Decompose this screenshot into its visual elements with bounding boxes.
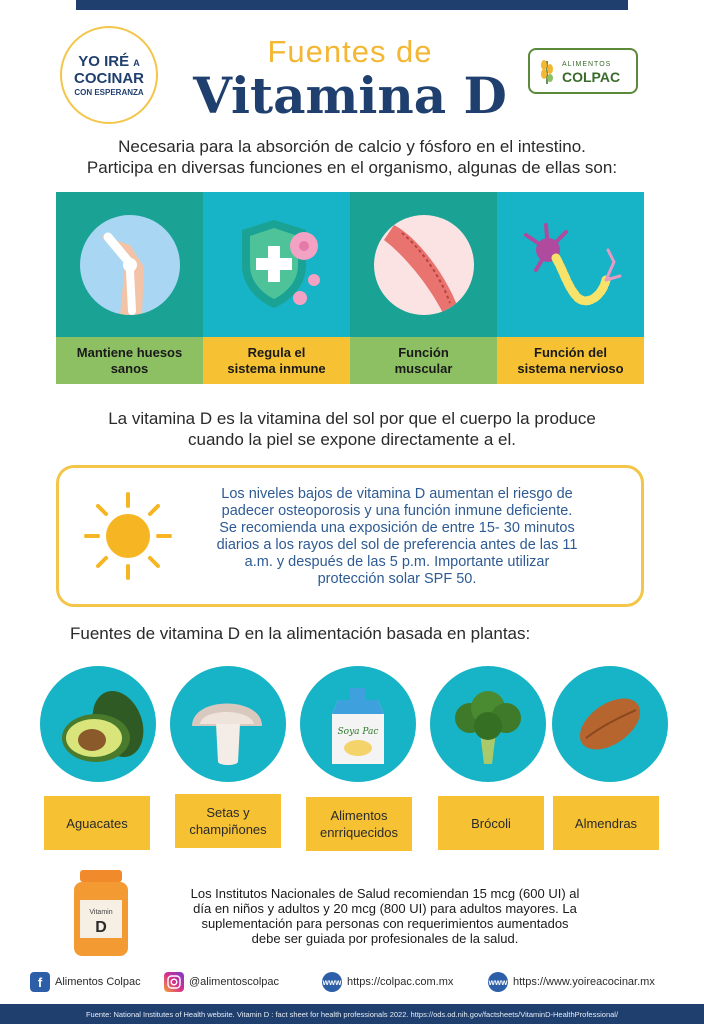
food-label-text: champiñones xyxy=(189,822,267,837)
logo-text-1: YO IRÉ xyxy=(78,52,130,70)
info-line: protección solar SPF 50. xyxy=(317,571,477,587)
nih-recommendation-text xyxy=(140,886,630,946)
food-label-mushroom xyxy=(175,794,281,848)
almond-icon xyxy=(552,666,668,782)
wheat-icon xyxy=(538,57,556,85)
function-label: Función del xyxy=(534,344,607,360)
function-card-immune xyxy=(203,192,350,384)
top-bar xyxy=(76,0,628,10)
yoire-web-link[interactable] xyxy=(488,970,655,994)
function-label: Regula el xyxy=(247,344,306,360)
fortified-milk-icon xyxy=(300,666,416,782)
colpac-web-text: https://colpac.com.mx xyxy=(347,976,454,988)
yoire-web-text: https://www.yoireacocinar.mx xyxy=(513,976,655,988)
info-box-text xyxy=(172,486,622,588)
mushroom-icon xyxy=(170,666,286,782)
info-line: a.m. y después de las 5 p.m. Importante utilizar xyxy=(244,554,550,570)
bottle-label-2: D xyxy=(95,919,107,936)
function-card-bones xyxy=(56,192,203,384)
vitamin-d-bottle-icon xyxy=(72,870,130,956)
function-label: muscular xyxy=(394,360,453,376)
food-label-text: Aguacates xyxy=(66,815,128,831)
facebook-text: Alimentos Colpac xyxy=(55,976,141,988)
food-label-text: Alimentos xyxy=(330,808,388,823)
nih-line: suplementación para personas con requerimientos aumentados xyxy=(201,916,569,931)
function-card-muscle xyxy=(350,192,497,384)
intro-line-1: Necesaria para la absorción de calcio y fósforo en el intestino. xyxy=(118,137,586,156)
functions-grid xyxy=(56,192,644,384)
logo-text-1b: A xyxy=(133,57,140,68)
food-label-text: enrriquecidos xyxy=(319,825,399,840)
logo-big-text: COLPAC xyxy=(562,69,621,85)
sun-icon xyxy=(82,490,174,582)
info-line: Se recomienda una exposición de entre 15- 30 minutos xyxy=(219,520,575,536)
title-line-1: Fuentes de xyxy=(267,34,433,69)
avocado-icon xyxy=(40,666,156,782)
food-label-broccoli xyxy=(438,796,544,850)
function-label: sistema nervioso xyxy=(517,360,624,376)
function-label: Función xyxy=(398,344,449,360)
neuron-icon xyxy=(516,210,626,320)
sun-paragraph-line: La vitamina D es la vitamina del sol por que el cuerpo la produce xyxy=(108,409,596,428)
food-label-fortified xyxy=(306,797,412,851)
title-line-2: Vitamina D xyxy=(193,66,507,125)
knee-bone-icon xyxy=(80,215,180,315)
broccoli-icon xyxy=(430,666,546,782)
facebook-link[interactable] xyxy=(30,970,141,994)
nih-line: debe ser guiada por profesionales de la salud. xyxy=(251,931,519,946)
globe-icon: www xyxy=(322,972,342,992)
logo-text-2: COCINAR xyxy=(74,69,144,87)
food-label-text: Setas y xyxy=(206,805,250,820)
carton-brand-text: Soya Pac xyxy=(337,727,379,737)
sun-paragraph xyxy=(40,408,664,450)
source-footer: Fuente: National Institutes of Health website. Vitamin D : fact sheet for health professionals 2022. https://ods.od.nih.gov/factsheets/VitaminD-HealthProfessional/ xyxy=(0,1004,704,1024)
instagram-icon xyxy=(164,972,184,992)
info-line: padecer osteoporosis y una función inmune deficiente. xyxy=(221,503,573,519)
intro-line-2: Participa en diversas funciones en el organismo, algunas de ellas son: xyxy=(86,158,618,177)
food-label-text: Brócoli xyxy=(471,815,511,831)
instagram-text: @alimentoscolpac xyxy=(189,976,280,988)
info-line: diarios a los rayos del sol de preferencia antes de las 11 xyxy=(216,537,578,553)
food-label-almond xyxy=(553,796,659,850)
intro-text xyxy=(20,136,684,178)
function-label: sanos xyxy=(110,360,149,376)
nih-line: día en niños y adultos y 20 mcg (800 UI) para adultos mayores. La xyxy=(193,901,577,916)
nih-line: Los Institutos Nacionales de Salud recomiendan 15 mcg (600 UI) al xyxy=(190,886,580,901)
sun-paragraph-line: cuando la piel se expone directamente a el. xyxy=(188,430,516,449)
muscle-icon xyxy=(374,215,474,315)
shield-virus-icon xyxy=(222,210,332,320)
function-label: Mantiene huesos xyxy=(76,344,183,360)
food-label-avocado xyxy=(44,796,150,850)
info-line: Los niveles bajos de vitamina D aumentan el riesgo de xyxy=(221,486,573,502)
colpac-web-link[interactable] xyxy=(322,970,453,994)
logo-small-text: ALIMENTOS xyxy=(562,61,612,68)
instagram-link[interactable] xyxy=(164,970,279,994)
alimentos-colpac-logo xyxy=(528,48,638,94)
facebook-icon: f xyxy=(30,972,50,992)
plant-sources-title: Fuentes de vitamina D en la alimentación basada en plantas: xyxy=(70,624,531,643)
function-label: sistema inmune xyxy=(227,360,326,376)
yo-ire-a-cocinar-logo xyxy=(60,26,158,124)
bottle-label-1: Vitamin xyxy=(89,909,113,916)
globe-icon: www xyxy=(488,972,508,992)
food-label-text: Almendras xyxy=(574,815,638,831)
logo-text-3: CON ESPERANZA xyxy=(74,87,144,97)
function-card-nervous xyxy=(497,192,644,384)
